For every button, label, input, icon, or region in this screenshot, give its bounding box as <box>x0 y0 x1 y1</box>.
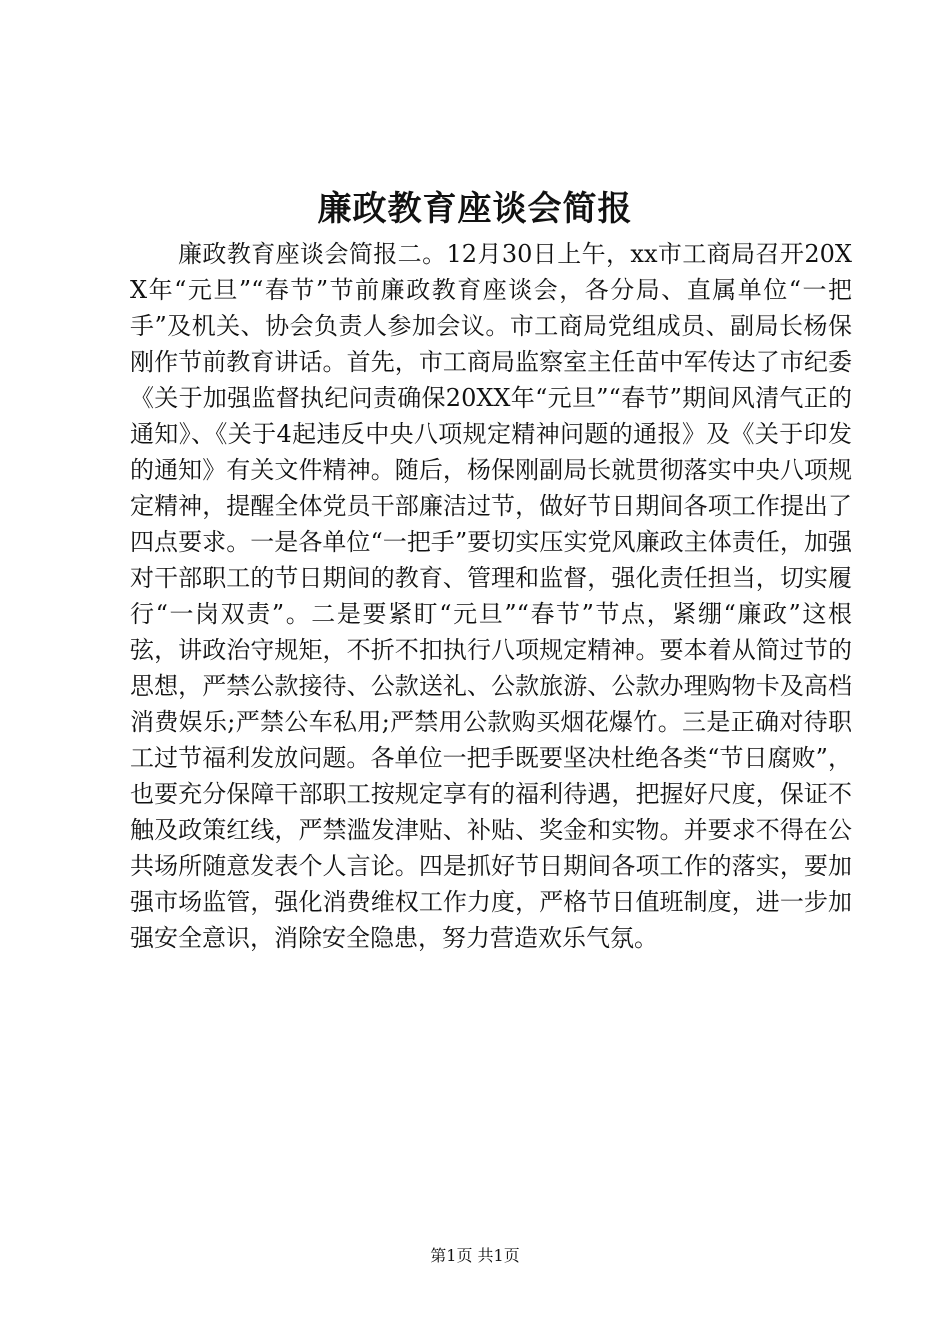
document-title: 廉政教育座谈会简报 <box>317 189 633 229</box>
document-body-paragraph: 廉政教育座谈会简报二。12月30日上午，xx市工商局召开20XX年“元旦”“春节”节前廉政教育座谈会，各分局、直属单位“一把手”及机关、协会负责人参加会议。市工商局党组成员、副局长杨保刚作节前教育讲话。首先，市工商局监察室主任苗中军传达了市纪委《关于加强监督执纪问责确保20XX年“元旦”“春节”期间风清气正的通知》、《关于4起违反中央八项规定精神问题的通报》及《关于印发的通知》有关文件精神。随后，杨保刚副局长就贯彻落实中央八项规定精神，提醒全体党员干部廉洁过节，做好节日期间各项工作提出了四点要求。一是各单位“一把手”要切实压实党风廉政主体责任，加强对干部职工的节日期间的教育、管理和监督，强化责任担当，切实履行“一岗双责”。二是要紧盯“元旦”“春节”节点，紧绷“廉政”这根弦，讲政治守规矩，不折不扣执行八项规定精神。要本着从简过节的思想，严禁公款接待、公款送礼、公款旅游、公款办理购物卡及高档消费娱乐;严禁公车私用;严禁用公款购买烟花爆竹。三是正确对待职工过节福利发放问题。各单位一把手既要坚决杜绝各类“节日腐败”，也要充分保障干部职工按规定享有的福利待遇，把握好尺度，保证不触及政策红线，严禁滥发津贴、补贴、奖金和实物。并要求不得在公共场所随意发表个人言论。四是抓好节日期间各项工作的落实，要加强市场监管，强化消费维权工作力度，严格节日值班制度，进一步加强安全意识，消除安全隐患，努力营造欢乐气氛。 <box>130 240 852 952</box>
page-number-footer: 第1页 共1页 <box>430 1246 520 1265</box>
